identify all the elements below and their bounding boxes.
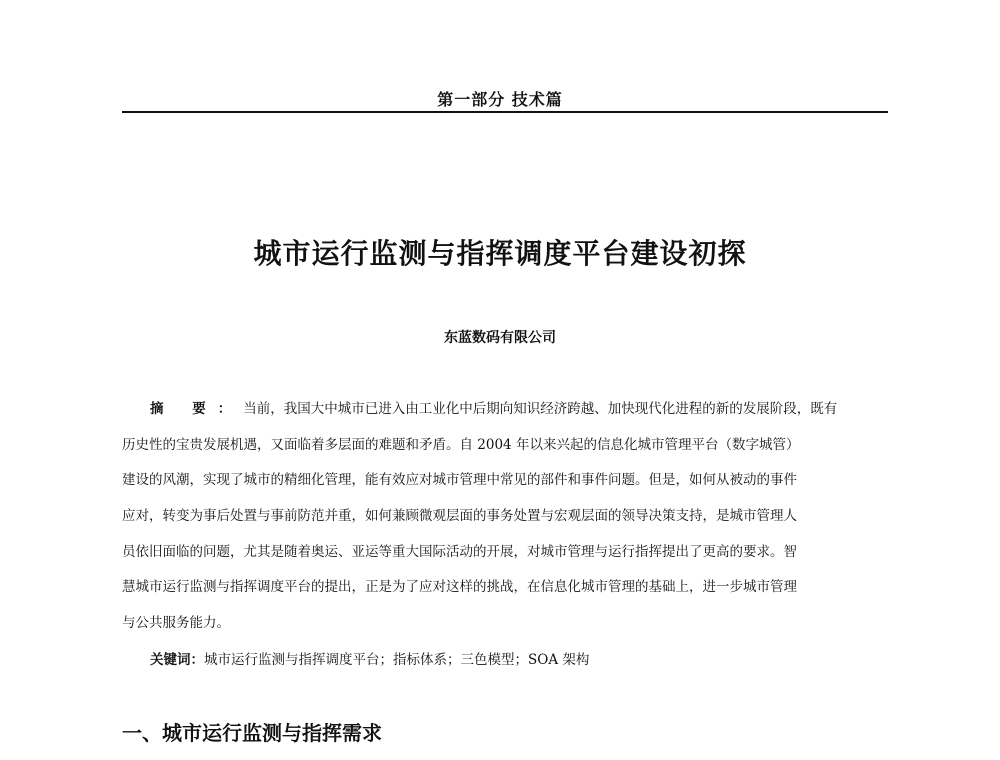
abstract-line xyxy=(122,392,888,428)
abstract-line: 与公共服务能力。 xyxy=(122,615,230,632)
header-rule xyxy=(122,111,888,113)
section-heading: 一、城市运行监测与指挥需求 xyxy=(122,721,382,745)
abstract-line: 历史性的宝贵发展机遇，又面临着多层面的难题和矛盾。自 2004 年以来兴起的信息化城市管理平台（数字城管） xyxy=(122,436,800,453)
abstract-label: 摘 要： xyxy=(150,401,244,417)
running-header: 第一部分 技术篇 xyxy=(437,90,563,109)
abstract-paragraph xyxy=(122,392,888,642)
abstract-line: 员依旧面临的问题，尤其是随着奥运、亚运等重大国际活动的开展，对城市管理与运行指挥提出了更高的要求。智 xyxy=(122,543,797,560)
keywords-label: 关键词： xyxy=(150,652,204,668)
abstract-line-text: 当前，我国大中城市已进入由工业化中后期向知识经济跨越、加快现代化进程的新的发展阶段，既有 xyxy=(243,401,838,417)
abstract-line: 慧城市运行监测与指挥调度平台的提出，正是为了应对这样的挑战，在信息化城市管理的基础上，进一步城市管理 xyxy=(122,579,797,596)
keywords-line xyxy=(150,650,888,670)
abstract-line: 建设的风潮，实现了城市的精细化管理，能有效应对城市管理中常见的部件和事件问题。但是，如何从被动的事件 xyxy=(122,472,797,489)
abstract-line: 应对，转变为事后处置与事前防范并重，如何兼顾微观层面的事务处置与宏观层面的领导决策支持，是城市管理人 xyxy=(122,508,797,525)
keywords-text: 城市运行监测与指挥调度平台；指标体系；三色模型；SOA 架构 xyxy=(204,652,590,668)
document-title: 城市运行监测与指挥调度平台建设初探 xyxy=(253,237,747,270)
author-organization: 东蓝数码有限公司 xyxy=(444,330,556,346)
